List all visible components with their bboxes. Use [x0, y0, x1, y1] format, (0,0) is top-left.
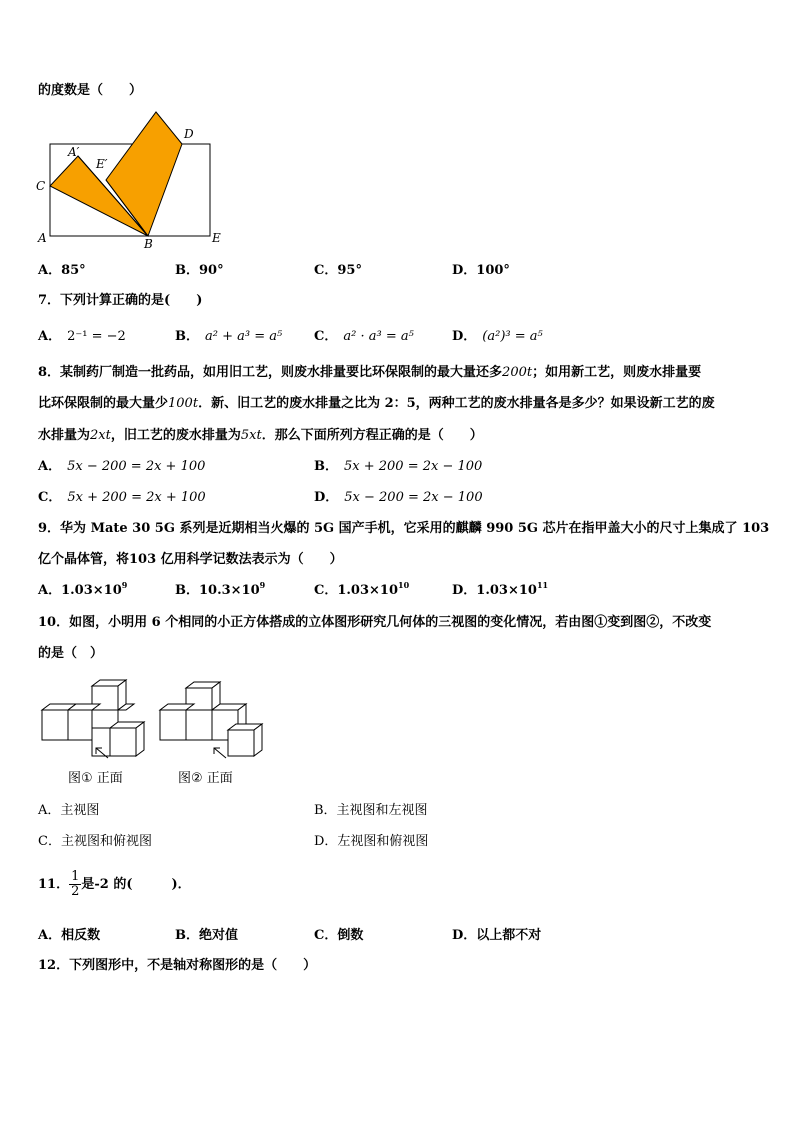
- q11-stem: 11． $\frac{1}{2}$ 是-2 的( )．: [38, 869, 191, 899]
- q9-option-c[interactable]: C．$1.03\times 10^{10}$: [314, 580, 410, 598]
- q12-stem: 12．下列图形中，不是轴对称图形的是（ ）: [38, 958, 317, 973]
- q9-stem-line2: 亿个晶体管，将103 亿用科学记数法表示为（ ）: [38, 552, 343, 567]
- q9-option-a[interactable]: A．$1.03\times 10^9$: [38, 580, 128, 598]
- label-B: B: [144, 237, 153, 250]
- q10-option-b[interactable]: B．主视图和左视图: [314, 803, 428, 818]
- q10-stem-line1: 10．如图，小明用 6 个相同的小正方体搭成的立体图形研究几何体的三视图的变化情况，若由图①变到图②，不改变: [38, 615, 712, 630]
- q7-option-d[interactable]: D． (a²)³ = a⁵: [452, 329, 543, 344]
- q11-option-b[interactable]: B．绝对值: [175, 928, 238, 943]
- q10-figure-2: [156, 678, 268, 762]
- label-A-prime: A′: [68, 145, 80, 159]
- q7-stem: 7．下列计算正确的是( ): [38, 293, 203, 308]
- q10-option-c[interactable]: C．主视图和俯视图: [38, 834, 152, 849]
- q6-figure: [30, 108, 230, 250]
- q7-option-b[interactable]: B． a² + a³ = a⁵: [175, 329, 283, 344]
- q8-option-d[interactable]: D． 5x − 200 = 2x − 100: [314, 490, 483, 505]
- q9-option-d[interactable]: D．$1.03\times 10^{11}$: [452, 580, 549, 598]
- label-C: C: [36, 179, 46, 193]
- q7-option-c[interactable]: C． a² · a³ = a⁵: [314, 329, 414, 344]
- q9-stem-line1: 9．华为 Mate 30 5G 系列是近期相当火爆的 5G 国产手机，它采用的麒麟 990 5G 芯片在指甲盖大小的尺寸上集成了 103: [38, 521, 770, 536]
- q11-option-a[interactable]: A．相反数: [38, 928, 101, 943]
- label-E: E: [212, 231, 221, 245]
- q8-option-b[interactable]: B． 5x + 200 = 2x − 100: [314, 459, 483, 474]
- q6-stem-tail: 的度数是（ ）: [38, 83, 143, 98]
- q6-option-b[interactable]: B．90°: [175, 263, 224, 278]
- label-E-prime: E′: [96, 157, 108, 171]
- q10-caption-1: 图① 正面: [68, 771, 123, 786]
- q10-caption-2: 图② 正面: [178, 771, 233, 786]
- q10-figure-1: [38, 678, 150, 762]
- q9-option-b[interactable]: B．$10.3\times 10^9$: [175, 580, 266, 598]
- q11-option-c[interactable]: C．倒数: [314, 928, 364, 943]
- q11-fraction: $\frac{1}{2}$: [71, 869, 80, 899]
- q8-option-a[interactable]: A． 5x − 200 = 2x + 100: [38, 459, 206, 474]
- q8-stem-line1: 8．某制药厂制造一批药品，如用旧工艺，则废水排量要比环保限制的最大量还多200t；如用新工艺，则废水排量要: [38, 365, 702, 380]
- q8-stem-line2: 比环保限制的最大量少100t．新、旧工艺的废水排量之比为 2：5，两种工艺的废水排量各是多少？如果设新工艺的废: [38, 396, 715, 411]
- label-D: D: [184, 127, 194, 141]
- q10-option-a[interactable]: A．主视图: [38, 803, 100, 818]
- q8-option-c[interactable]: C． 5x + 200 = 2x + 100: [38, 490, 206, 505]
- label-A: A: [38, 231, 47, 245]
- q10-option-d[interactable]: D．左视图和俯视图: [314, 834, 429, 849]
- q6-option-d[interactable]: D．100°: [452, 263, 510, 278]
- q11-option-d[interactable]: D．以上都不对: [452, 928, 542, 943]
- q7-option-a[interactable]: A． 2⁻¹ = −2: [38, 329, 126, 344]
- q6-option-c[interactable]: C．95°: [314, 263, 362, 278]
- q8-stem-line3: 水排量为2xt，旧工艺的废水排量为5xt．那么下面所列方程正确的是（ ）: [38, 428, 483, 443]
- q6-option-a[interactable]: A．85°: [38, 263, 86, 278]
- q10-stem-line2: 的是（ ）: [38, 646, 104, 661]
